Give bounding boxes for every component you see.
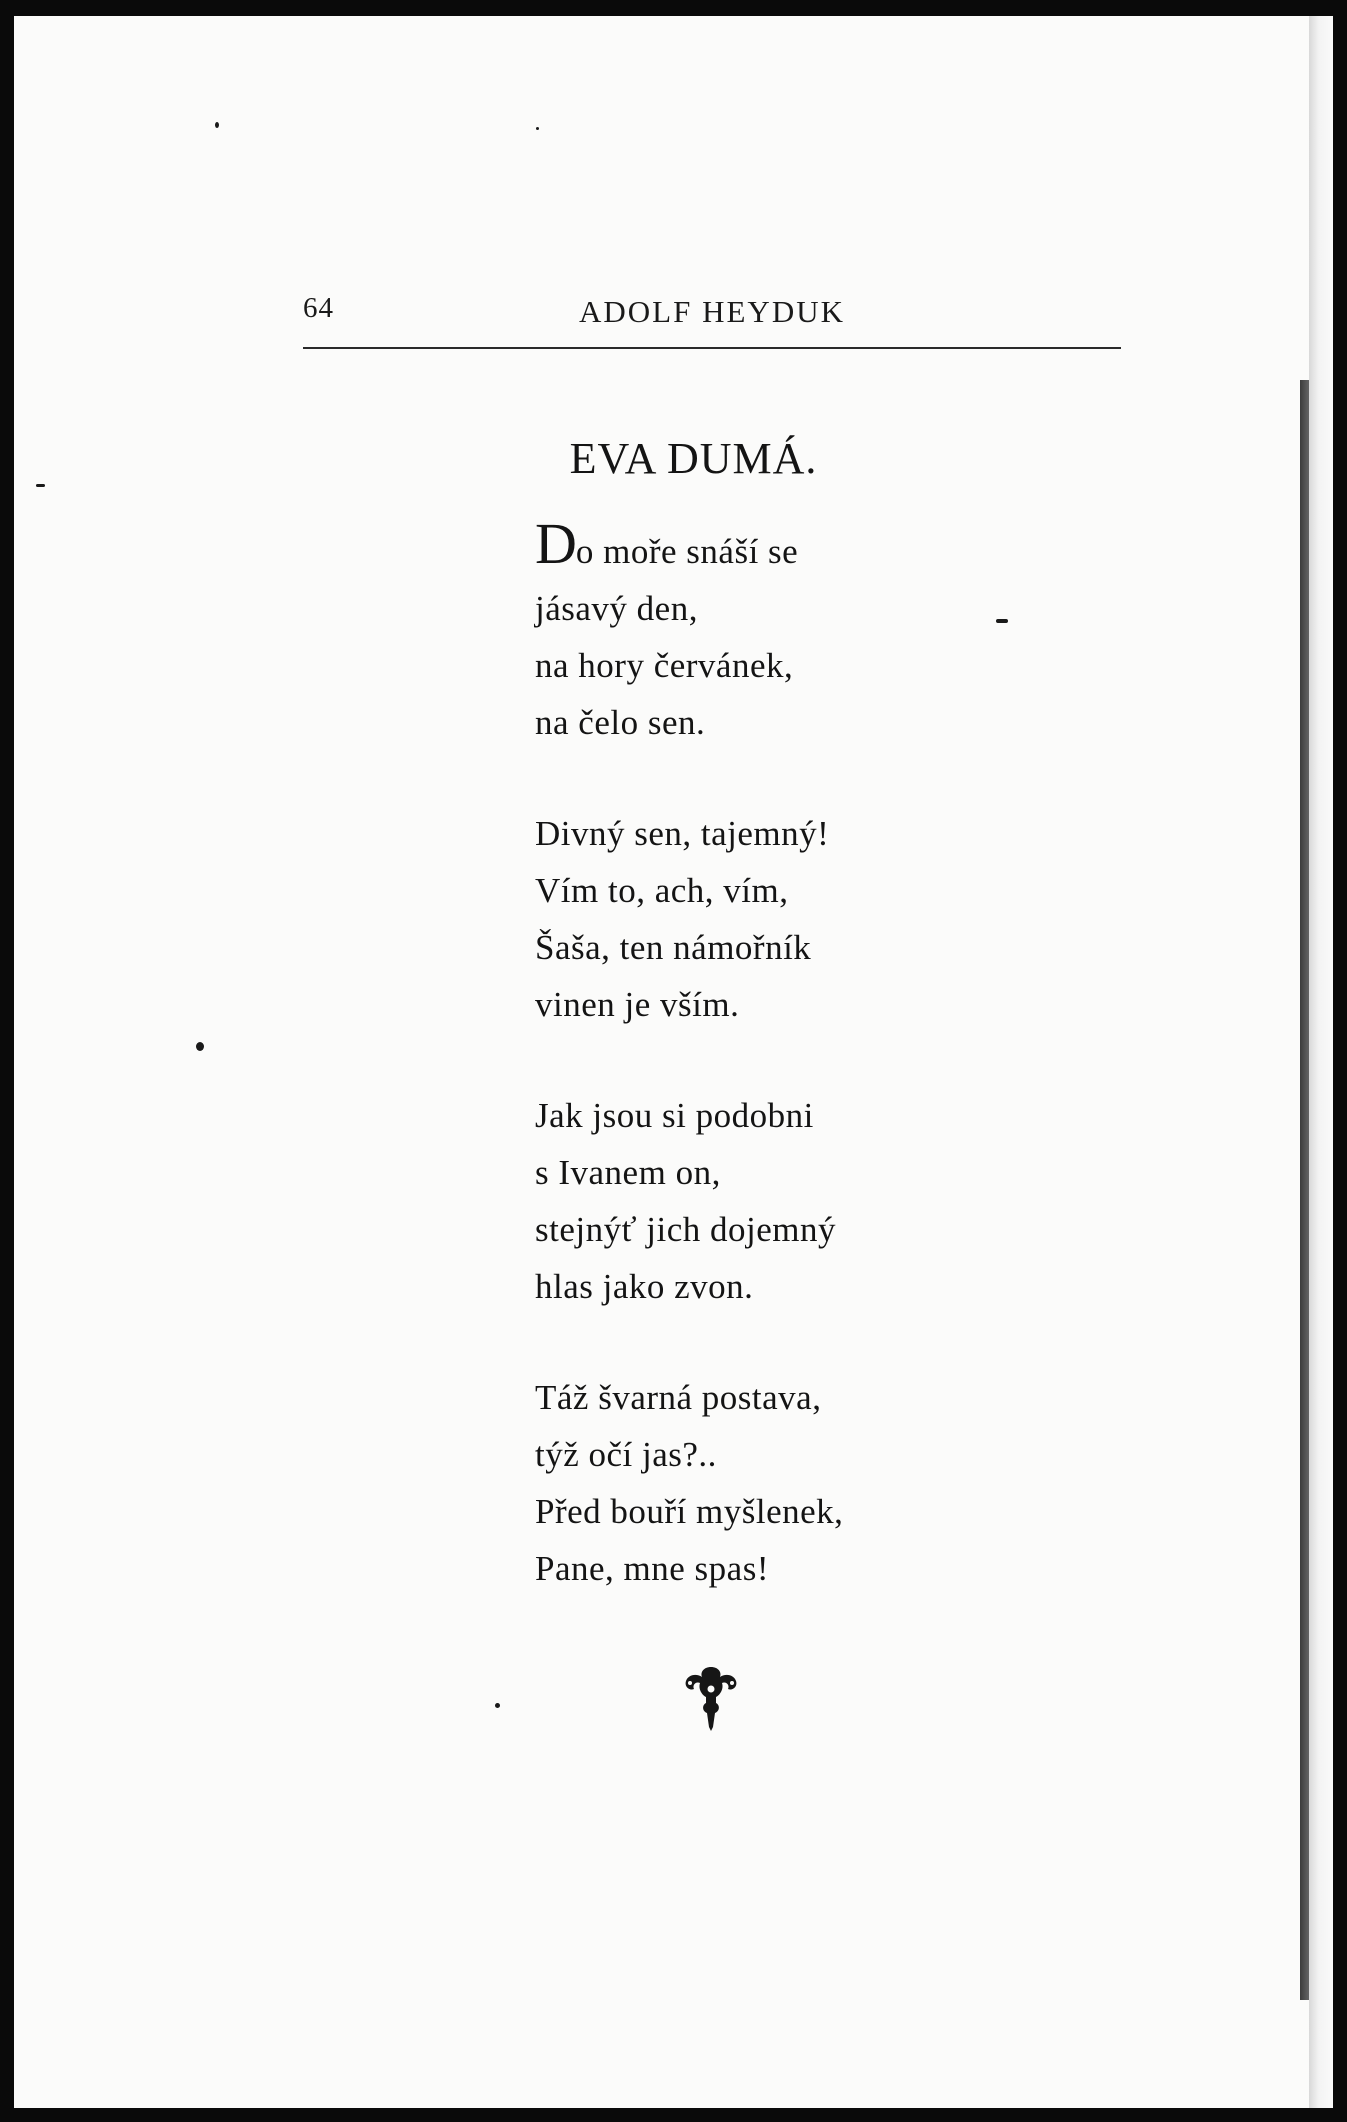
poem-line: Vím to, ach, vím, (535, 871, 789, 910)
poem-line: Pane, mne spas! (535, 1549, 769, 1588)
poem-line: Šaša, ten námořník (535, 928, 812, 967)
poem-title: EVA DUMÁ. (569, 434, 818, 483)
poem-line: stejnýť jich dojemný (535, 1210, 837, 1249)
header-rule (303, 347, 1121, 349)
ink-speck (36, 484, 45, 487)
running-head: ADOLF HEYDUK (579, 294, 845, 329)
page-header (303, 292, 1121, 342)
drop-initial: D (535, 511, 576, 576)
poem-line: Jak jsou si podobni (535, 1096, 814, 1135)
poem-line: hlas jako zvon. (535, 1267, 754, 1306)
poem-line: Divný sen, tajemný! (535, 814, 830, 853)
poem-line (535, 511, 1055, 580)
ink-speck (215, 122, 219, 128)
poem-line: na hory červánek, (535, 646, 794, 685)
stanza (535, 805, 1055, 1033)
poem-line: týž očí jas?.. (535, 1435, 717, 1474)
poem-line: Táž švarná postava, (535, 1378, 822, 1417)
poem-line: jásavý den, (535, 589, 698, 628)
poem-line-text: o moře snáší se (575, 532, 799, 571)
poem-line: vinen je vším. (535, 985, 740, 1024)
poem-line: Před bouří myšlenek, (535, 1492, 844, 1531)
poem-line: s Ivanem on, (535, 1153, 721, 1192)
page-number: 64 (303, 292, 334, 324)
gutter-shadow (1300, 380, 1309, 2000)
ink-speck (536, 127, 539, 130)
ink-speck (196, 1042, 204, 1051)
stanza (535, 511, 1055, 751)
poem-body (535, 511, 1055, 1651)
page-spine (1309, 16, 1333, 2108)
ink-speck (996, 619, 1008, 623)
stanza (535, 1369, 1055, 1597)
poem-line: na čelo sen. (535, 703, 706, 742)
fleuron-icon (680, 1663, 742, 1733)
ink-speck (495, 1703, 500, 1708)
stanza (535, 1087, 1055, 1315)
